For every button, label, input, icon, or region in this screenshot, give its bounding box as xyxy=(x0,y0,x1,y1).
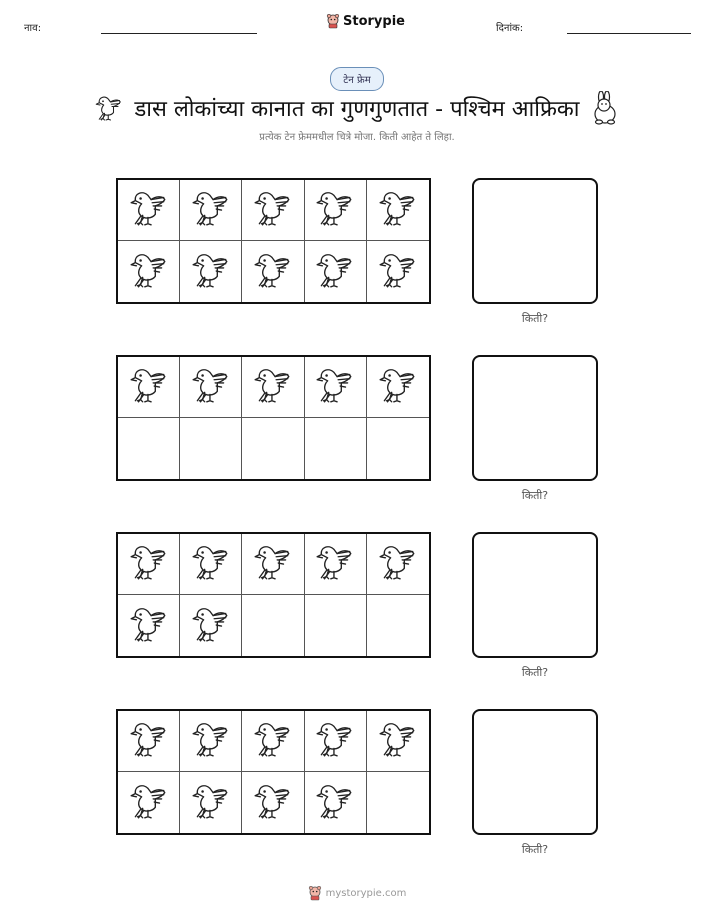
bird-icon xyxy=(377,249,419,295)
bird-icon xyxy=(128,780,170,826)
frame-cell xyxy=(242,418,304,479)
frame-cell xyxy=(118,711,180,772)
rabbit-icon xyxy=(590,91,620,125)
frame-cell xyxy=(367,711,429,772)
ten-frame xyxy=(116,532,431,658)
date-field[interactable] xyxy=(567,33,691,34)
bird-icon xyxy=(314,541,356,587)
bird-icon xyxy=(128,603,170,649)
frame-cell xyxy=(367,357,429,418)
bird-icon xyxy=(252,249,294,295)
frame-cell xyxy=(118,357,180,418)
frame-cell xyxy=(118,534,180,595)
frame-cell xyxy=(242,357,304,418)
answer-box[interactable] xyxy=(472,355,598,481)
ten-frame xyxy=(116,178,431,304)
bird-icon xyxy=(190,780,232,826)
answer-box[interactable] xyxy=(472,709,598,835)
bird-icon xyxy=(314,249,356,295)
bird-icon xyxy=(252,780,294,826)
frame-cell xyxy=(118,595,180,656)
bird-icon xyxy=(314,718,356,764)
ten-frame xyxy=(116,355,431,481)
footer xyxy=(0,886,714,901)
frame-cell xyxy=(305,534,367,595)
bird-icon xyxy=(314,187,356,233)
bird-icon xyxy=(377,187,419,233)
bird-icon xyxy=(128,718,170,764)
answer-box[interactable] xyxy=(472,178,598,304)
bird-icon xyxy=(190,541,232,587)
bird-icon xyxy=(128,364,170,410)
name-field[interactable] xyxy=(101,33,257,34)
bird-icon xyxy=(190,364,232,410)
bird-icon xyxy=(252,187,294,233)
frame-cell xyxy=(118,418,180,479)
bird-icon xyxy=(252,364,294,410)
count-question: किती? xyxy=(521,666,549,679)
brand-logo xyxy=(326,14,405,29)
frame-cell xyxy=(180,418,242,479)
frame-cell xyxy=(180,772,242,833)
frame-cell xyxy=(242,534,304,595)
bird-icon xyxy=(94,93,124,123)
date-label: दिनांक: xyxy=(496,23,524,34)
bird-icon xyxy=(190,718,232,764)
bird-icon xyxy=(190,249,232,295)
frame-cell xyxy=(367,180,429,241)
frame-cell xyxy=(367,241,429,302)
bird-icon xyxy=(314,364,356,410)
bird-icon xyxy=(190,187,232,233)
brand-name: Storypie xyxy=(343,14,405,29)
name-label: नाव: xyxy=(24,23,42,34)
frame-cell xyxy=(305,357,367,418)
count-question: किती? xyxy=(521,312,549,325)
bird-icon xyxy=(128,249,170,295)
frame-cell xyxy=(305,772,367,833)
frame-cell xyxy=(180,711,242,772)
frame-cell xyxy=(180,595,242,656)
bird-icon xyxy=(252,541,294,587)
bird-icon xyxy=(128,187,170,233)
frame-cell xyxy=(367,595,429,656)
frame-cell xyxy=(305,595,367,656)
frame-cell xyxy=(118,772,180,833)
bird-icon xyxy=(377,364,419,410)
worksheet-type-badge: टेन फ्रेम xyxy=(330,67,384,91)
bird-icon xyxy=(128,541,170,587)
footer-url: mystorypie.com xyxy=(325,888,407,899)
frame-cell xyxy=(118,180,180,241)
frame-cell xyxy=(242,711,304,772)
answer-box[interactable] xyxy=(472,532,598,658)
frame-cell xyxy=(180,180,242,241)
worksheet-title: डास लोकांच्या कानात का गुणगुणतात - पश्चिम आफ्रिका xyxy=(134,97,580,122)
storypie-mascot-icon xyxy=(326,14,340,29)
frame-cell xyxy=(305,418,367,479)
frame-cell xyxy=(367,772,429,833)
bird-icon xyxy=(377,718,419,764)
bird-icon xyxy=(190,603,232,649)
frame-cell xyxy=(118,241,180,302)
frame-cell xyxy=(180,357,242,418)
frame-cell xyxy=(367,418,429,479)
frame-cell xyxy=(305,711,367,772)
storypie-mascot-icon xyxy=(308,886,322,901)
frame-cell xyxy=(305,241,367,302)
bird-icon xyxy=(377,541,419,587)
frame-cell xyxy=(305,180,367,241)
count-question: किती? xyxy=(521,489,549,502)
bird-icon xyxy=(252,718,294,764)
frame-cell xyxy=(180,534,242,595)
frame-cell xyxy=(242,180,304,241)
bird-icon xyxy=(314,780,356,826)
title-row xyxy=(60,91,654,125)
ten-frame xyxy=(116,709,431,835)
frame-cell xyxy=(242,772,304,833)
frame-cell xyxy=(242,241,304,302)
frame-cell xyxy=(242,595,304,656)
instructions: प्रत्येक टेन फ्रेममधील चित्रे मोजा. किती आहेत ते लिहा. xyxy=(259,132,455,143)
frame-cell xyxy=(180,241,242,302)
frame-cell xyxy=(367,534,429,595)
count-question: किती? xyxy=(521,843,549,856)
